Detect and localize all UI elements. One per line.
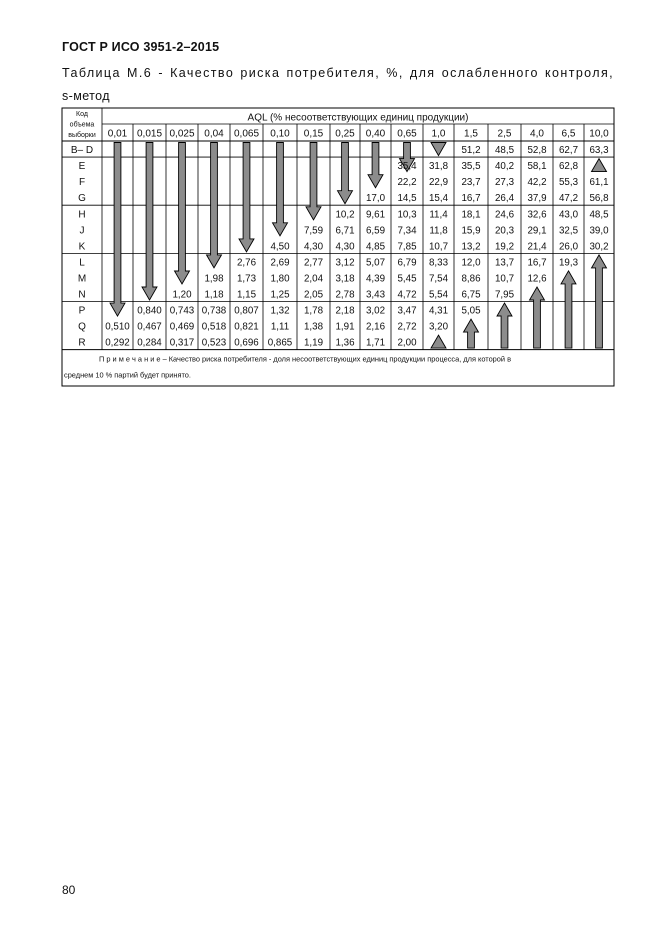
table-arrow-down-0 (110, 143, 125, 317)
table-cell: 10,7 (494, 273, 515, 285)
table-cell: 3,47 (397, 305, 417, 317)
row-code: K (78, 241, 86, 253)
table-cell: 0,467 (137, 321, 162, 333)
table-cell: 4,85 (365, 241, 386, 253)
table-cell: 18,1 (461, 209, 481, 221)
table-cell: 55,3 (558, 177, 579, 189)
table-cell: 4,30 (335, 241, 355, 253)
table-cell: 21,4 (527, 241, 547, 253)
table-cell: 1,91 (335, 321, 355, 333)
table-cell: 12,0 (461, 257, 481, 269)
table-cell: 1,25 (270, 289, 290, 301)
row-code: P (78, 305, 86, 317)
row-code: R (78, 337, 86, 349)
row-code: G (78, 193, 86, 205)
table-cell: 32,5 (558, 225, 579, 237)
sample-code-label: выборки (68, 132, 96, 139)
table-cell: 52,8 (527, 145, 547, 157)
table-cell: 3,02 (365, 305, 386, 317)
table-cell: 8,86 (461, 273, 481, 285)
table-cell: 15,9 (461, 225, 481, 237)
table-cell: 35,5 (461, 161, 481, 173)
table-arrow-up-11 (431, 335, 446, 348)
table-cell: 2,00 (397, 337, 417, 349)
table-cell: 1,38 (303, 321, 324, 333)
table-cell: 47,2 (558, 193, 579, 205)
table-cell: 2,18 (335, 305, 355, 317)
aql-level-9: 0,65 (397, 128, 417, 140)
table-cell: 7,59 (303, 225, 324, 237)
table-cell: 22,9 (428, 177, 449, 189)
aql-header: AQL (% несоответствующих единиц продукции) (247, 112, 469, 124)
table-cell: 14,5 (397, 193, 417, 205)
table-cell: 0,807 (234, 305, 259, 317)
table-cell: 1,36 (335, 337, 355, 349)
table-cell: 0,696 (234, 337, 259, 349)
table-arrow-down-2 (175, 143, 190, 285)
table-cell: 2,76 (236, 257, 257, 269)
table-cell: 4,50 (270, 241, 290, 253)
table-cell: 6,75 (461, 289, 481, 301)
table-cell: 11,4 (429, 209, 448, 221)
aql-level-0: 0,01 (107, 128, 128, 140)
table-cell: 2,77 (303, 257, 324, 269)
table-cell: 16,7 (461, 193, 481, 205)
table-cell: 7,95 (494, 289, 515, 301)
table-cell: 1,15 (236, 289, 257, 301)
table-cell: 2,78 (335, 289, 355, 301)
table-cell: 1,20 (172, 289, 192, 301)
table-cell: 61,1 (589, 177, 609, 189)
aql-level-11: 1,5 (464, 128, 478, 140)
note-line-1 (99, 355, 511, 364)
table-cell: 6,59 (365, 225, 386, 237)
table-cell: 24,6 (494, 209, 515, 221)
table-cell: 0,317 (169, 337, 195, 349)
table-cell: 5,05 (461, 305, 481, 317)
table-cell: 0,469 (169, 321, 195, 333)
table-arrow-up-15 (561, 271, 576, 348)
table-cell: 4,39 (365, 273, 386, 285)
table-cell: 48,5 (589, 209, 609, 221)
table-cell: 1,32 (270, 305, 290, 317)
document-header: ГОСТ Р ИСО 3951-2–2015 (62, 40, 220, 54)
row-code: F (78, 177, 86, 189)
table-cell: 5,07 (365, 257, 386, 269)
table-cell: 5,45 (397, 273, 417, 285)
row-code: H (78, 209, 86, 221)
table-cell: 0,523 (201, 337, 227, 349)
aql-level-1: 0,015 (136, 128, 163, 140)
table-cell: 62,8 (558, 161, 579, 173)
table-cell: 51,2 (461, 145, 481, 157)
table-cell: 26,0 (558, 241, 579, 253)
table-cell: 3,18 (335, 273, 355, 285)
table-cell: 2,72 (397, 321, 417, 333)
table-cell: 42,2 (527, 177, 547, 189)
table-cell: 2,16 (365, 321, 386, 333)
table-cell: 6,79 (397, 257, 417, 269)
note-label: П р и м е ч а н и е (99, 354, 161, 364)
table-cell: 48,5 (494, 145, 515, 157)
table-caption-method: s-метод (62, 89, 110, 103)
aql-level-13: 4,0 (530, 128, 544, 140)
row-code: M (77, 273, 87, 285)
table-arrow-up-17 (592, 159, 607, 172)
row-code: J (79, 225, 85, 237)
table-arrow-down-6 (306, 143, 321, 220)
table-cell: 20,3 (494, 225, 515, 237)
table-cell: 0,865 (267, 337, 293, 349)
row-code: E (78, 161, 86, 173)
table-cell: 10,3 (397, 209, 417, 221)
table-cell: 9,61 (365, 209, 386, 221)
table-cell: 29,1 (527, 225, 547, 237)
sample-code-label: объема (69, 121, 95, 129)
table-cell: 0,738 (201, 305, 227, 317)
table-cell: 0,518 (201, 321, 227, 333)
table-cell: 1,78 (303, 305, 324, 317)
table-cell: 1,18 (204, 289, 224, 301)
table-cell: 10,2 (335, 209, 355, 221)
table-arrow-down-5 (273, 143, 288, 236)
table-cell: 2,05 (303, 289, 324, 301)
sample-code-label: Код (76, 111, 88, 118)
table-cell: 26,4 (494, 193, 515, 205)
aql-level-6: 0,15 (303, 128, 324, 140)
table-cell: 13,7 (494, 257, 515, 269)
table-arrow-down-1 (142, 143, 157, 301)
table-cell: 11,8 (429, 225, 448, 237)
table-cell: 32,6 (527, 209, 547, 221)
table-cell: 31,8 (428, 161, 449, 173)
table-cell: 0,284 (137, 337, 162, 349)
table-cell: 10,7 (428, 241, 449, 253)
aql-level-2: 0,025 (169, 128, 195, 140)
table-cell: 7,54 (428, 273, 449, 285)
table-cell: 56,8 (589, 193, 609, 205)
table-cell: 17,0 (365, 193, 386, 205)
table-cell: 1,71 (365, 337, 386, 349)
table-cell: 37,9 (527, 193, 547, 205)
table-cell: 62,7 (558, 145, 579, 157)
table-arrow-down-4 (239, 143, 254, 252)
row-code: L (79, 257, 85, 269)
aql-level-3: 0,04 (204, 128, 224, 140)
table-cell: 43,0 (558, 209, 579, 221)
table-cell: 3,20 (428, 321, 449, 333)
aql-level-5: 0,10 (270, 128, 290, 140)
aql-level-10: 1,0 (431, 128, 446, 140)
table-cell: 40,2 (494, 161, 515, 173)
table-cell: 58,1 (527, 161, 547, 173)
table-cell: 0,840 (137, 305, 162, 317)
note-text: – Качество риска потребителя - доля несоответствующих единиц продукции процесса, для которой в (160, 354, 512, 364)
aql-level-12: 2,5 (497, 128, 512, 140)
table-cell: 30,2 (589, 241, 609, 253)
aql-level-15: 10,0 (589, 128, 609, 140)
table-cell: 1,11 (270, 321, 290, 333)
table-cell: 1,19 (303, 337, 324, 349)
table-cell: 6,71 (335, 225, 355, 237)
table-cell: 63,3 (589, 145, 609, 157)
row-code: Q (78, 321, 86, 333)
table-cell: 0,821 (234, 321, 259, 333)
table-arrow-up-13 (497, 303, 512, 348)
table-cell: 19,2 (494, 241, 515, 253)
table-cell: 15,4 (428, 193, 449, 205)
table-arrow-down-8 (368, 143, 383, 188)
row-code: B– D (70, 145, 94, 157)
table-arrow-up-14 (530, 287, 545, 348)
table-caption: Таблица М.6 - Качество риска потребителя, %, для ослабленного контроля, (62, 66, 614, 80)
table-cell: 12,6 (527, 273, 547, 285)
table-cell: 35,4 (397, 161, 417, 173)
table-arrow-up-12 (464, 319, 479, 348)
table-cell: 0,292 (105, 337, 130, 349)
table-cell: 39,0 (589, 225, 609, 237)
table-cell: 1,73 (236, 273, 257, 285)
table-cell: 13,2 (461, 241, 481, 253)
table-cell: 16,7 (527, 257, 547, 269)
table-cell: 2,04 (303, 273, 324, 285)
table-cell: 22,2 (397, 177, 417, 189)
table-cell: 4,31 (428, 305, 449, 317)
table-cell: 3,12 (335, 257, 355, 269)
table-cell: 3,43 (365, 289, 386, 301)
row-code: N (78, 289, 86, 301)
table-cell: 19,3 (558, 257, 579, 269)
aql-level-7: 0,25 (335, 128, 355, 140)
table-cell: 1,98 (204, 273, 224, 285)
table-cell: 7,85 (397, 241, 417, 253)
table-cell: 4,72 (397, 289, 417, 301)
table-arrow-down-10 (431, 143, 446, 156)
aql-level-8: 0,40 (365, 128, 386, 140)
table-cell: 23,7 (461, 177, 481, 189)
note-line-2: среднем 10 % партий будет принято. (64, 370, 191, 380)
table-cell: 0,743 (169, 305, 195, 317)
table-cell: 4,30 (303, 241, 324, 253)
table-cell: 5,54 (428, 289, 449, 301)
table-cell: 27,3 (494, 177, 515, 189)
aql-level-14: 6,5 (561, 128, 576, 140)
aql-level-4: 0,065 (233, 128, 260, 140)
table-cell: 0,510 (105, 321, 130, 333)
table-arrow-down-7 (338, 143, 353, 204)
table-cell: 7,34 (397, 225, 417, 237)
table-cell: 1,80 (270, 273, 290, 285)
table-cell: 2,69 (270, 257, 290, 269)
page-number: 80 (62, 883, 76, 897)
table-cell: 8,33 (428, 257, 449, 269)
